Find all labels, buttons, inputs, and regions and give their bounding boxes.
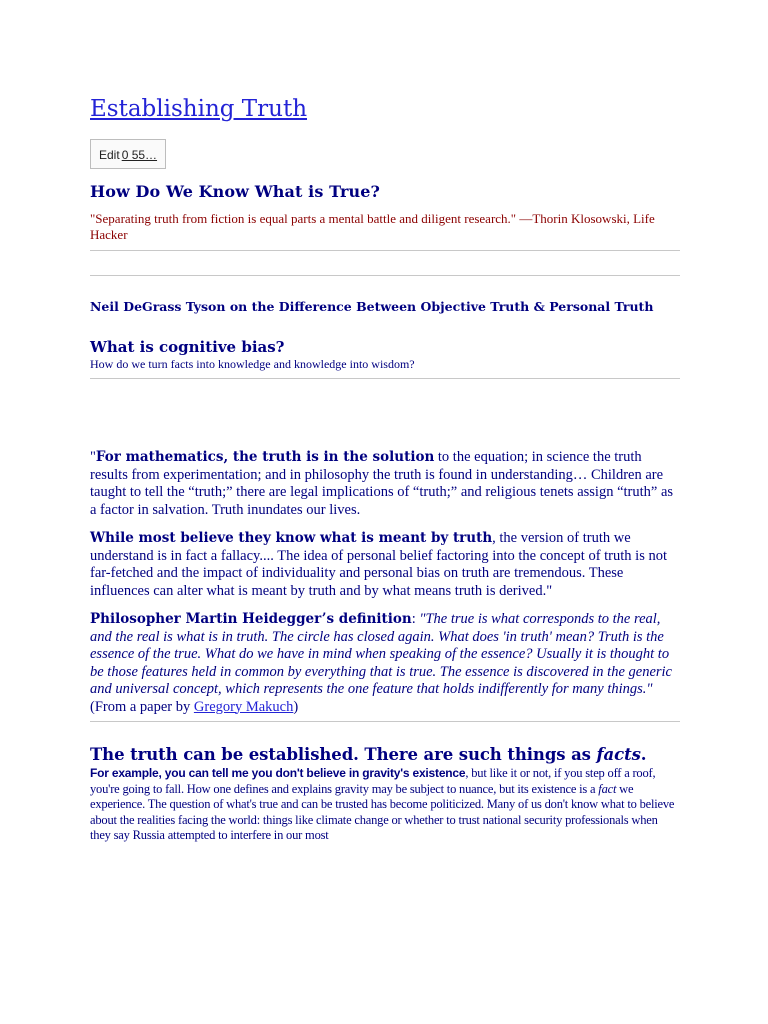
gregory-makuch-link[interactable]: Gregory Makuch xyxy=(193,698,294,715)
source-prefix: (From a paper by xyxy=(90,698,194,715)
section-heading-tyson: Neil DeGrass Tyson on the Difference Between Objective Truth & Personal Truth xyxy=(90,299,654,314)
colon: : xyxy=(411,611,420,627)
edit-button[interactable] xyxy=(90,139,166,169)
section-heading-facts xyxy=(90,744,680,766)
section-heading-how-do-we-know: How Do We Know What is True? xyxy=(90,182,380,201)
paragraph-mathematics xyxy=(90,449,680,519)
page-title[interactable]: Establishing Truth xyxy=(90,96,308,122)
klosowski-quote: "Separating truth from fiction is equal parts a mental battle and diligent research." —Thorin Klosowski, Life Hacker xyxy=(90,211,655,242)
heading-text: The truth can be established. There are such things as xyxy=(90,745,597,764)
bold-phrase: For mathematics, the truth is in the solution xyxy=(95,449,435,465)
bold-phrase: While most believe they know what is meant by truth xyxy=(90,530,493,546)
source-suffix: ) xyxy=(293,698,299,715)
edit-label: Edit xyxy=(99,148,120,162)
paragraph-text: , but like it or not, if you step off a roof, you're going to fall. How one defines and explains gravity may be subject to nuance, but its existence is a xyxy=(90,766,656,796)
paragraph-text: we experience. The question of what's true and can be trusted has become politicized. Many of us don't know what to believe about the realities facing the world: things like climate change or whether to trust national security professionals when they say Russia attempted to interfere in our most xyxy=(90,781,675,842)
cognitive-bias-subheading: How do we turn facts into knowledge and knowledge into wisdom? xyxy=(90,357,415,371)
paragraph-gravity xyxy=(90,766,680,844)
document-content xyxy=(90,94,680,844)
bold-phrase: Philosopher Martin Heidegger’s definition xyxy=(90,611,412,627)
bold-phrase: For example, you can tell me you don't believe in gravity's existence xyxy=(90,766,466,780)
heading-italic: facts xyxy=(596,745,641,764)
quote-mark: " xyxy=(90,449,96,465)
edit-count-link[interactable]: 0 55… xyxy=(121,148,158,162)
italic-word: fact xyxy=(598,781,617,796)
paragraph-heidegger xyxy=(90,611,680,716)
heading-period: . xyxy=(640,745,647,764)
section-heading-cognitive-bias: What is cognitive bias? xyxy=(90,338,285,356)
divider xyxy=(90,721,680,722)
paragraph-text: , the version of truth we understand is in fact a fallacy.... The idea of personal belief factoring into the concept of truth is not far-fetched and the impact of individuality and personal bias on truth are tremendous. These influences can alter what is meant by truth and by what means truth is derived." xyxy=(90,530,667,599)
paragraph-fallacy xyxy=(90,530,680,600)
divider xyxy=(90,378,680,379)
heidegger-quote: "The true is what corresponds to the real, and the real is what is in truth. The circle has closed again. What does 'in truth' mean? Truth is the essence of the true. What do we have in mind when speaking of the essence? Usually it is thought to be those features held in common by everything that is true. The essence is discovered in the generic and universal concept, which represents the one feature that holds indifferently for many things." xyxy=(90,611,672,697)
paragraph-text: to the equation; in science the truth results from experimentation; and in philosophy the truth is found in understanding… Children are taught to tell the “truth;” there are legal implications of “truth;” and religious tenets assign “truth” as a factor in salvation. Truth inundates our lives. xyxy=(90,449,674,518)
divider xyxy=(90,275,680,276)
